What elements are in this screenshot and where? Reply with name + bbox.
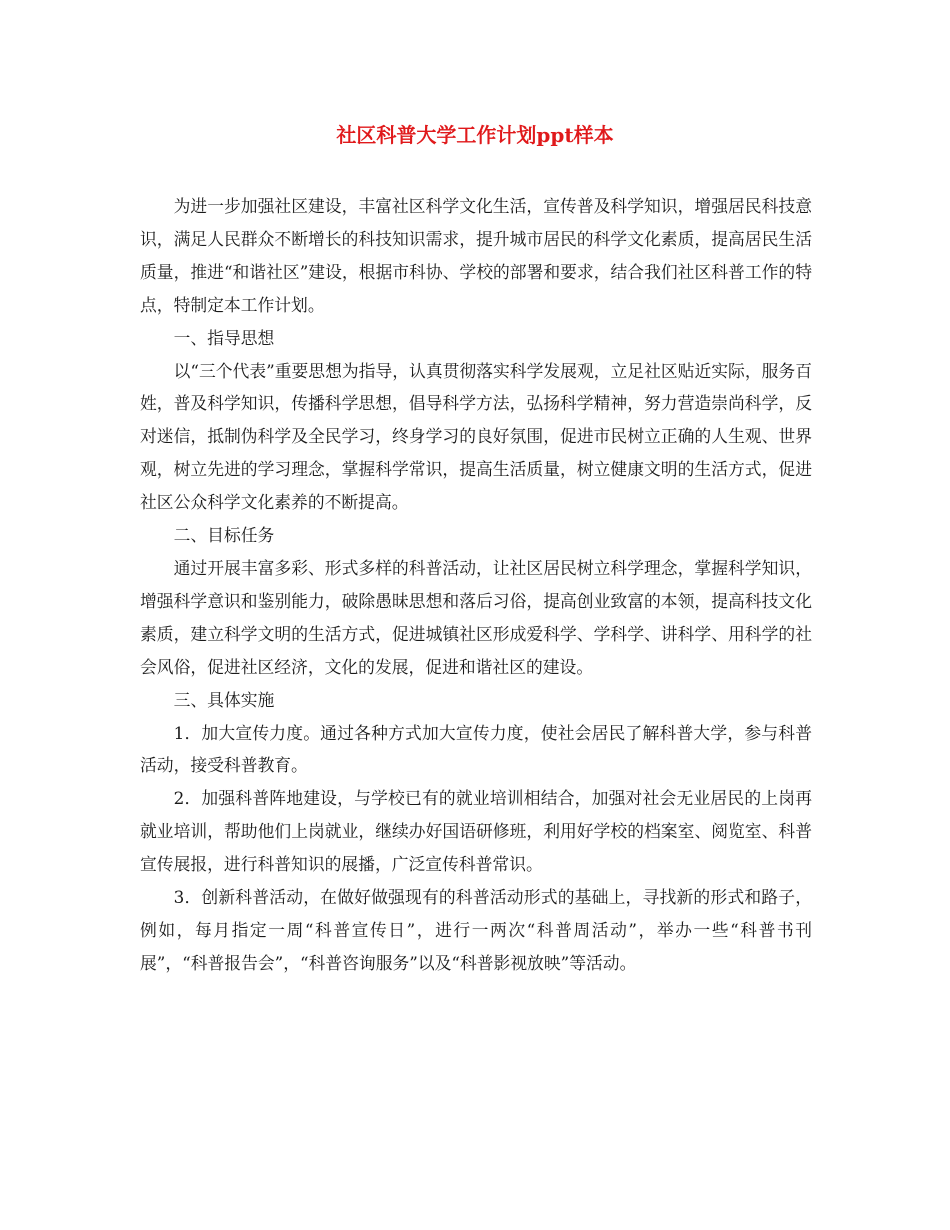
- paragraph-implementation-2: 2．加强科普阵地建设，与学校已有的就业培训相结合，加强对社会无业居民的上岗再就业培训，帮助他们上岗就业，继续办好国语研修班，利用好学校的档案室、阅览室、科普宣传展报，进行科普知识的展播，广泛宣传科普常识。: [140, 788, 812, 875]
- section-heading-guiding-thought: 一、指导思想: [173, 327, 275, 348]
- document-title: 社区科普大学工作计划ppt样本: [336, 123, 614, 147]
- paragraph-implementation-3: 3．创新科普活动，在做好做强现有的科普活动形式的基础上，寻找新的形式和路子，例如，每月指定一周“科普宣传日”，进行一两次“科普周活动”，举办一些“科普书刊展”，“科普报告会”，“科普咨询服务”以及“科普影视放映”等活动。: [140, 887, 812, 973]
- document-body: [140, 190, 812, 980]
- section-heading-goals: 二、目标任务: [173, 525, 275, 546]
- paragraph-guiding-thought: 以“三个代表”重要思想为指导，认真贯彻落实科学发展观，立足社区贴近实际，服务百姓，普及科学知识，传播科学思想，倡导科学方法，弘扬科学精神，努力营造崇尚科学，反对迷信，抵制伪科学及全民学习，终身学习的良好氛围，促进市民树立正确的人生观、世界观，树立先进的学习理念，掌握科学常识，提高生活质量，树立健康文明的生活方式，促进社区公众科学文化素养的不断提高。: [140, 360, 812, 513]
- paragraph-goals: 通过开展丰富多彩、形式多样的科普活动，让社区居民树立科学理念，掌握科学知识，增强科学意识和鉴别能力，破除愚昧思想和落后习俗，提高创业致富的本领，提高科技文化素质，建立科学文明的生活方式，促进城镇社区形成爱科学、学科学、讲科学、用科学的社会风俗，促进社区经济，文化的发展，促进和谐社区的建设。: [140, 557, 812, 677]
- paragraph-implementation-1: 1．加大宣传力度。通过各种方式加大宣传力度，使社会居民了解科普大学，参与科普活动，接受科普教育。: [140, 722, 812, 776]
- section-heading-implementation: 三、具体实施: [173, 689, 275, 710]
- paragraph-intro: 为进一步加强社区建设，丰富社区科学文化生活，宣传普及科学知识，增强居民科技意识，满足人民群众不断增长的科技知识需求，提升城市居民的科学文化素质，提高居民生活质量，推进“和谐社区”建设，根据市科协、学校的部署和要求，结合我们社区科普工作的特点，特制定本工作计划。: [140, 196, 812, 315]
